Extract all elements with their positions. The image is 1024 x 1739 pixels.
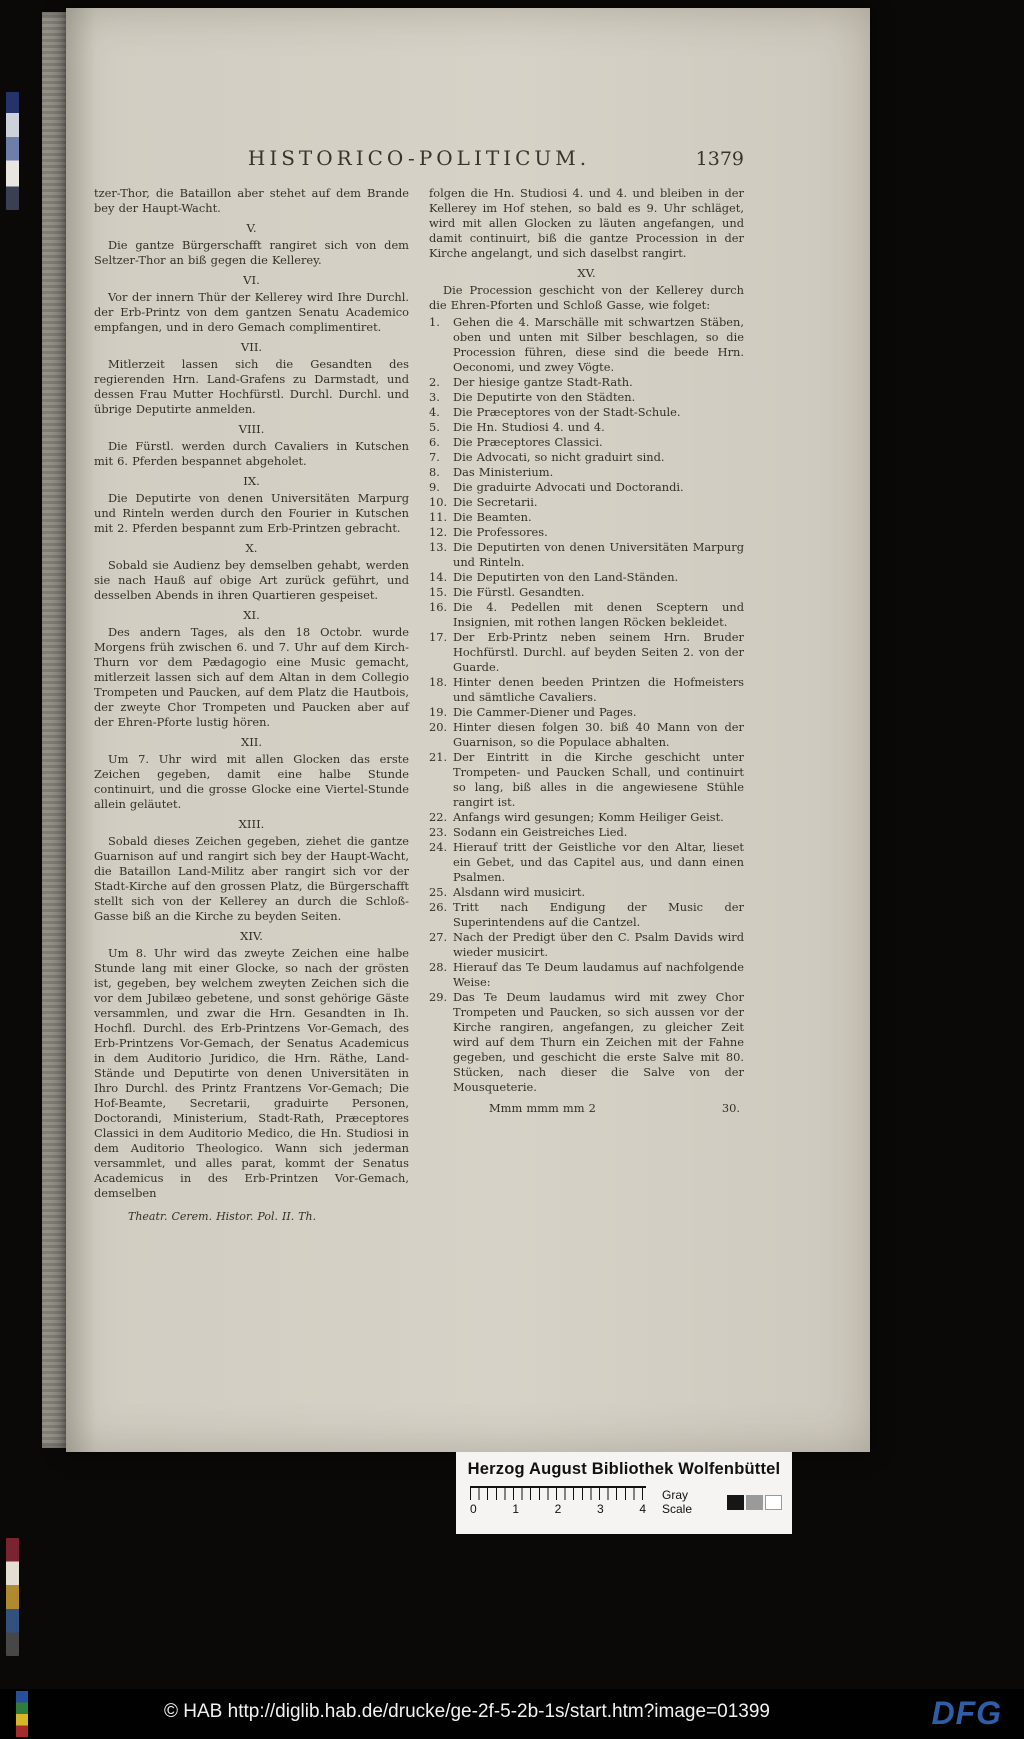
item-text: Hinter diesen folgen 30. biß 40 Mann von der Guarnison, so die Populace abhalten. <box>453 720 744 749</box>
text-columns <box>94 186 744 1224</box>
section-text: Um 8. Uhr wird das zweyte Zeichen eine halbe Stunde lang mit einer Glocke, so nach der grösten ist, gegeben, bey welchem zweyten Zeichen sich die vor dem Jubilæo gebetene, und sonst gehörige Gäste versammlen, und zwar die Hrn. Gesandten in Ih. Hochfl. Durchl. des Erb-Printzens Vor-Gemach, des Erb-Printzens Vor-Gemach, der Senatus Academicus in dem Auditorio Juridico, die Hrn. Räthe, Land-Stände und Deputirte von denen Universitäten in Ihro Durchl. des Printz Frantzens Vor-Gemach; Die Hof-Beamte, Secretarii, graduirte Personen, Doctorandi, Ministerium, Stadt-Rath, Præceptores Classici in dem Auditorio Medico, die Hn. Studiosi in dem Auditorio Theologico. Wann sich jederman versammlet, und alles parat, kommt der Senatus Academicus in des Erb-Printzen Vor-Gemach, demselben <box>94 946 409 1200</box>
item-number: 17. <box>429 630 448 644</box>
volume-footer-line: Theatr. Cerem. Histor. Pol. II. Th. <box>128 1210 317 1223</box>
procession-item <box>429 480 744 495</box>
bottom-info-bar <box>0 1689 1024 1739</box>
section-text: Sobald sie Audienz bey demselben gehabt, werden sie nach Hauß auf obige Art zurück geführt, und desselben Abends in ihren Quartieren gespeiset. <box>94 558 409 602</box>
item-text: Die Præceptores von der Stadt-Schule. <box>453 405 681 419</box>
item-text: Die Professores. <box>453 525 548 539</box>
gray-scale-patch-black <box>727 1495 744 1510</box>
item-text: Die Secretarii. <box>453 495 538 509</box>
item-text: Die Hn. Studiosi 4. und 4. <box>453 420 605 434</box>
section-intro: Die Procession geschicht von der Kellerey durch die Ehren-Pforten und Schloß Gasse, wie folget: <box>429 283 744 312</box>
dfg-logo: DFG <box>931 1695 1002 1731</box>
ruler-numbers <box>470 1502 646 1516</box>
right-continuation-paragraph: folgen die Hn. Studiosi 4. und 4. und bleiben in der Kellerey im Hof stehen, so bald es 9. Uhr schläget, wird mit allen Glocken zu läuten angefangen, und damit continuirt, biß die gantze Procession in der Kirche angelangt, und sich daselbst rangirt. <box>429 186 744 260</box>
item-number: 27. <box>429 930 448 944</box>
item-number: 22. <box>429 810 448 824</box>
procession-item <box>429 420 744 435</box>
item-text: Die 4. Pedellen mit denen Sceptern und Insignien, mit rothen langen Röcken bekleidet. <box>453 600 744 629</box>
procession-item <box>429 630 744 675</box>
item-text: Hinter denen beeden Printzen die Hofmeisters und sämtliche Cavaliers. <box>453 675 744 704</box>
procession-item <box>429 930 744 960</box>
page-number: 1379 <box>695 148 744 170</box>
item-number: 19. <box>429 705 448 719</box>
procession-item <box>429 990 744 1095</box>
procession-item <box>429 540 744 570</box>
ruler-number: 0 <box>470 1502 477 1516</box>
item-text: Der Erb-Printz neben seinem Hrn. Bruder Hochfürstl. Durchl. auf beyden Seiten 2. von der Guarde. <box>453 630 744 674</box>
gray-scale <box>662 1488 782 1516</box>
section-text: Des andern Tages, als den 18 Octobr. wurde Morgens früh zwischen 6. und 7. Uhr auf dem Kirch-Thurn vor dem Pædagogio eine Music gemacht, mitlerzeit lassen sich auf dem Altan in dem Collegio Trompeten und Paucken, auf dem Platz die Hautbois, der zweyte Chor Trompeten und Paucken aber auf der Ehren-Pforte lustig hören. <box>94 625 409 729</box>
section-heading: V. <box>246 221 257 235</box>
procession-item <box>429 465 744 480</box>
section-text: Sobald dieses Zeichen gegeben, ziehet die gantze Guarnison auf und rangirt sich bey der Haupt-Wacht, die Bataillon Land-Militz aber rangirt sich vor der Stadt-Kirche auf den grossen Platz, die Bürgerschafft stellt sich von der Kellerey an durch die Schloß-Gasse biß an die Kirche zu beyden Seiten. <box>94 834 409 923</box>
item-text: Die Deputirten von denen Universitäten Marpurg und Rinteln. <box>453 540 744 569</box>
procession-item <box>429 600 744 630</box>
procession-item <box>429 750 744 810</box>
ruler-number: 2 <box>554 1502 562 1516</box>
item-text: Die Deputirten von den Land-Ständen. <box>453 570 679 584</box>
item-number: 29. <box>429 990 448 1004</box>
signature-mark: Mmm mmm mm 2 <box>489 1101 596 1115</box>
item-number: 25. <box>429 885 448 899</box>
section-text: Mitlerzeit lassen sich die Gesandten des regierenden Hrn. Land-Grafens zu Darmstadt, und dessen Frau Mutter Hochfürstl. Durchl. Durchl. und übrige Deputirte anmelden. <box>94 357 409 416</box>
item-text: Die graduirte Advocati und Doctorandi. <box>453 480 684 494</box>
item-number: 6. <box>429 435 440 449</box>
procession-item <box>429 450 744 465</box>
column-left <box>94 186 409 1224</box>
procession-item <box>429 675 744 705</box>
column-right <box>429 186 744 1224</box>
copyright-link[interactable]: © HAB http://diglib.hab.de/drucke/ge-2f-5-2b-1s/start.htm?image=01399 <box>164 1701 770 1722</box>
procession-item <box>429 510 744 525</box>
item-number: 3. <box>429 390 440 404</box>
item-number: 11. <box>429 510 448 524</box>
item-text: Hierauf tritt der Geistliche vor den Altar, lieset ein Gebet, und das Capitel aus, und dann einen Psalmen. <box>453 840 744 884</box>
item-number: 12. <box>429 525 448 539</box>
item-number: 23. <box>429 825 448 839</box>
section-text: Die gantze Bürgerschafft rangiret sich von dem Seltzer-Thor an biß gegen die Kellerey. <box>94 238 409 267</box>
item-number: 14. <box>429 570 448 584</box>
section-heading: XIV. <box>240 929 263 943</box>
procession-item <box>429 825 744 840</box>
gray-scale-patch-white <box>765 1495 782 1510</box>
item-number: 7. <box>429 450 440 464</box>
procession-item <box>429 375 744 390</box>
item-text: Hierauf das Te Deum laudamus auf nachfolgende Weise: <box>453 960 744 989</box>
procession-item <box>429 495 744 510</box>
library-name: Herzog August Bibliothek Wolfenbüttel <box>467 1460 781 1478</box>
section-heading: IX. <box>243 474 260 488</box>
item-number: 13. <box>429 540 448 554</box>
item-text: Die Deputirte von den Städten. <box>453 390 636 404</box>
item-number: 21. <box>429 750 448 764</box>
item-number: 28. <box>429 960 448 974</box>
procession-item <box>429 840 744 885</box>
section-heading: XII. <box>240 735 263 749</box>
item-number: 26. <box>429 900 448 914</box>
gray-scale-patch-gray <box>746 1495 763 1510</box>
item-text: Die Fürstl. Gesandten. <box>453 585 585 599</box>
ruler-ticks <box>470 1486 646 1500</box>
item-number: 18. <box>429 675 448 689</box>
section-text: Um 7. Uhr wird mit allen Glocken das erste Zeichen gegeben, damit eine halbe Stunde continuirt, und die grosse Glocke eine Viertel-Stunde allein geläutet. <box>94 752 409 811</box>
item-number: 24. <box>429 840 448 854</box>
section-heading: X. <box>245 541 258 555</box>
procession-item <box>429 435 744 450</box>
item-text: Der hiesige gantze Stadt-Rath. <box>453 375 633 389</box>
item-number: 10. <box>429 495 448 509</box>
item-number: 16. <box>429 600 448 614</box>
item-text: Die Beamten. <box>453 510 532 524</box>
catchword: 30. <box>721 1101 740 1115</box>
item-text: Die Præceptores Classici. <box>453 435 603 449</box>
section-text: Die Fürstl. werden durch Cavaliers in Kutschen mit 6. Pferden bespannet abgeholet. <box>94 439 409 468</box>
item-number: 5. <box>429 420 440 434</box>
ruler-number: 4 <box>639 1502 646 1516</box>
section-heading: XI. <box>243 608 260 622</box>
section-heading: VII. <box>240 340 263 354</box>
procession-item <box>429 705 744 720</box>
left-sections <box>94 221 409 1201</box>
procession-item <box>429 960 744 990</box>
item-text: Der Eintritt in die Kirche geschicht unter Trompeten- und Paucken Schall, und continuirt so lang, biß alles in die angewiesene Stühle rangirt ist. <box>453 750 744 809</box>
procession-item <box>429 810 744 825</box>
gray-scale-label: Gray Scale <box>662 1488 693 1516</box>
procession-item <box>429 390 744 405</box>
color-calibration-strip-top <box>6 92 19 210</box>
procession-item <box>429 900 744 930</box>
item-number: 15. <box>429 585 448 599</box>
scanned-page <box>66 8 870 1452</box>
procession-item <box>429 570 744 585</box>
item-text: Alsdann wird musicirt. <box>453 885 586 899</box>
procession-item <box>429 585 744 600</box>
item-text: Nach der Predigt über den C. Psalm Davids wird wieder musicirt. <box>453 930 744 959</box>
procession-item <box>429 885 744 900</box>
page-content <box>94 146 744 1224</box>
library-card <box>456 1452 792 1534</box>
procession-item <box>429 720 744 750</box>
measurement-ruler <box>470 1486 646 1516</box>
item-text: Die Cammer-Diener und Pages. <box>453 705 637 719</box>
page-header-title: HISTORICO-POLITICUM. <box>247 146 591 170</box>
item-text: Tritt nach Endigung der Music der Superintendens auf die Cantzel. <box>453 900 744 929</box>
ruler-number: 1 <box>512 1502 520 1516</box>
item-number: 20. <box>429 720 448 734</box>
section-heading: VIII. <box>238 422 265 436</box>
signature-row <box>429 1101 744 1116</box>
gray-scale-patches <box>727 1495 782 1510</box>
item-text: Das Ministerium. <box>453 465 554 479</box>
procession-list <box>429 315 744 1095</box>
page-header <box>94 146 744 170</box>
item-number: 4. <box>429 405 440 419</box>
item-text: Das Te Deum laudamus wird mit zwey Chor Trompeten und Paucken, so sich aussen vor der Kirche rangiren, angefangen, zu gleicher Zeit wird auf dem Thurn ein Zeichen mit der Fahne gegeben, und geschicht die erste Salve mit 80. Stücken, nach dieser die Salve von der Mousqueterie. <box>453 990 744 1094</box>
item-number: 9. <box>429 480 440 494</box>
procession-item <box>429 525 744 540</box>
section-heading: XV. <box>577 266 596 280</box>
section-text: Vor der innern Thür der Kellerey wird Ihre Durchl. der Erb-Printz von dem gantzen Senatu Academico empfangen, und in dero Gemach complimentiret. <box>94 290 409 334</box>
left-continuation-paragraph: tzer-Thor, die Bataillon aber stehet auf dem Brande bey der Haupt-Wacht. <box>94 186 409 215</box>
item-number: 2. <box>429 375 440 389</box>
color-calibration-strip-bottom <box>6 1538 19 1656</box>
item-text: Die Advocati, so nicht graduirt sind. <box>453 450 665 464</box>
procession-item <box>429 405 744 420</box>
section-heading: XIII. <box>238 817 265 831</box>
scale-row <box>466 1486 782 1516</box>
item-number: 1. <box>429 315 440 329</box>
procession-item <box>429 315 744 375</box>
item-text: Anfangs wird gesungen; Komm Heiliger Geist. <box>453 810 724 824</box>
item-text: Sodann ein Geistreiches Lied. <box>453 825 628 839</box>
section-text: Die Deputirte von denen Universitäten Marpurg und Rinteln werden durch den Fourier in Kutschen mit 2. Pferden bespannt zum Erb-Printzen gebracht. <box>94 491 409 535</box>
section-heading: VI. <box>243 273 260 287</box>
ruler-number: 3 <box>596 1502 604 1516</box>
item-number: 8. <box>429 465 440 479</box>
item-text: Gehen die 4. Marschälle mit schwartzen Stäben, oben und unten mit Silber beschlagen, so die Procession führen, diese sind die beede Hrn. Oeconomi, und zwey Vögte. <box>453 315 744 374</box>
